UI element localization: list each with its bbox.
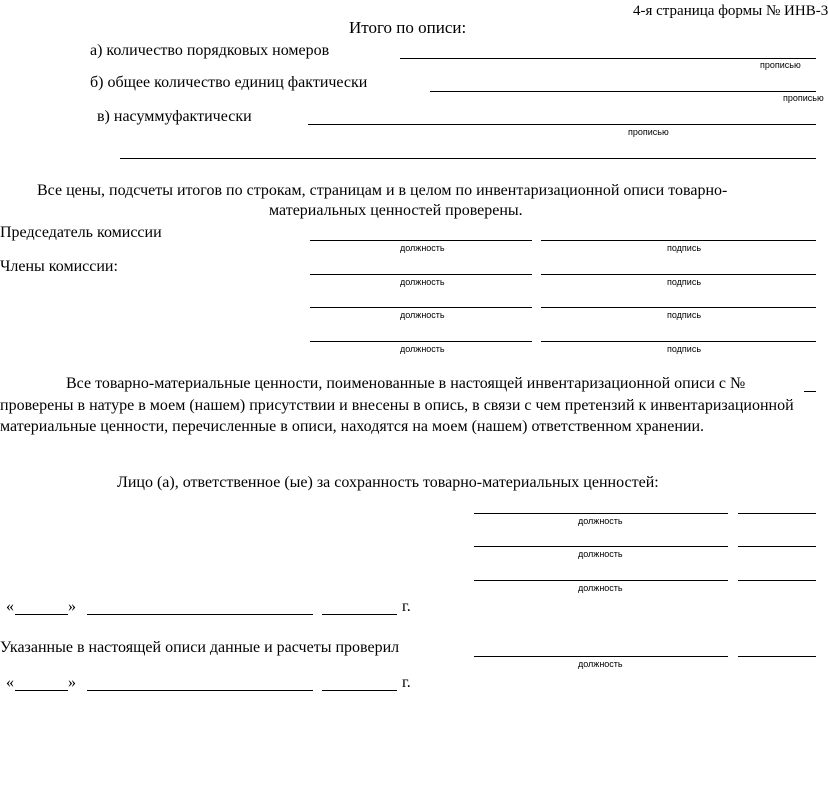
member-1-position-field[interactable]	[310, 274, 532, 275]
member-3-signature-field[interactable]	[541, 341, 816, 342]
member-3-position-field[interactable]	[310, 341, 532, 342]
date-1-year-suffix: г.	[402, 598, 411, 615]
responsible-3-signature-field[interactable]	[738, 580, 816, 581]
chairman-signature-caption: подпись	[667, 243, 702, 253]
total-sum-field[interactable]	[308, 124, 816, 125]
chairman-position-caption: должность	[400, 243, 445, 253]
responsible-3-position-field[interactable]	[474, 580, 728, 581]
statement-number-field[interactable]	[804, 391, 816, 392]
date-1-close-quote: »	[68, 598, 76, 615]
date-1-month-field[interactable]	[87, 614, 313, 615]
date-2-open-quote: «	[6, 674, 14, 691]
member-2-position-field[interactable]	[310, 307, 532, 308]
checked-signature-field[interactable]	[738, 656, 816, 657]
verification-line-2: материальных ценностей проверены.	[269, 202, 523, 219]
responsible-2-position-field[interactable]	[474, 546, 728, 547]
members-label: Члены комиссии:	[0, 258, 118, 275]
total-sum-caption: прописью	[628, 127, 669, 137]
responsible-1-position-field[interactable]	[474, 513, 728, 514]
date-2-year-suffix: г.	[402, 674, 411, 691]
form-page-label: 4-я страница формы № ИНВ-3	[633, 3, 828, 19]
total-sum-continuation-field[interactable]	[120, 158, 816, 159]
date-1-year-field[interactable]	[322, 614, 397, 615]
checked-label: Указанные в настоящей описи данные и расчеты проверил	[0, 639, 400, 656]
responsible-2-signature-field[interactable]	[738, 546, 816, 547]
date-2-month-field[interactable]	[87, 690, 313, 691]
totals-title: Итого по описи:	[349, 18, 467, 37]
total-units-caption: прописью	[783, 93, 824, 103]
member-3-signature-caption: подпись	[667, 344, 702, 354]
chairman-signature-field[interactable]	[541, 240, 816, 241]
date-2-close-quote: »	[68, 674, 76, 691]
member-3-position-caption: должность	[400, 344, 445, 354]
total-units-field[interactable]	[430, 91, 816, 92]
total-sum-label: в) насуммуфактически	[97, 108, 252, 125]
statement-line-1: Все товарно-материальные ценности, поименованные в настоящей инвентаризационной описи с №	[66, 375, 746, 392]
responsible-2-position-caption: должность	[578, 549, 623, 559]
member-2-signature-caption: подпись	[667, 310, 702, 320]
chairman-label: Председатель комиссии	[0, 224, 162, 241]
responsible-1-position-caption: должность	[578, 516, 623, 526]
date-2-day-field[interactable]	[15, 690, 68, 691]
responsible-title: Лицо (а), ответственное (ые) за сохранность товарно-материальных ценностей:	[117, 474, 659, 491]
member-2-signature-field[interactable]	[541, 307, 816, 308]
count-numbers-caption: прописью	[760, 60, 801, 70]
count-numbers-label: а) количество порядковых номеров	[90, 42, 330, 59]
member-2-position-caption: должность	[400, 310, 445, 320]
member-1-signature-field[interactable]	[541, 274, 816, 275]
responsible-3-position-caption: должность	[578, 583, 623, 593]
date-2-year-field[interactable]	[322, 690, 397, 691]
count-numbers-field[interactable]	[400, 58, 816, 59]
responsible-1-signature-field[interactable]	[738, 513, 816, 514]
total-units-label: б) общее количество единиц фактически	[90, 74, 368, 91]
statement-line-2: проверены в натуре в моем (нашем) присутствии и внесены в опись, в связи с чем претензий к инвентаризационной	[0, 397, 794, 414]
checked-position-field[interactable]	[474, 656, 728, 657]
checked-position-caption: должность	[578, 659, 623, 669]
verification-line-1: Все цены, подсчеты итогов по строкам, страницам и в целом по инвентаризационной описи товарно-	[37, 182, 728, 199]
date-1-day-field[interactable]	[15, 614, 68, 615]
member-1-position-caption: должность	[400, 277, 445, 287]
member-1-signature-caption: подпись	[667, 277, 702, 287]
statement-line-3: материальные ценности, перечисленные в описи, находятся на моем (нашем) ответственном хранении.	[0, 418, 705, 435]
date-1-open-quote: «	[6, 598, 14, 615]
chairman-position-field[interactable]	[310, 240, 532, 241]
